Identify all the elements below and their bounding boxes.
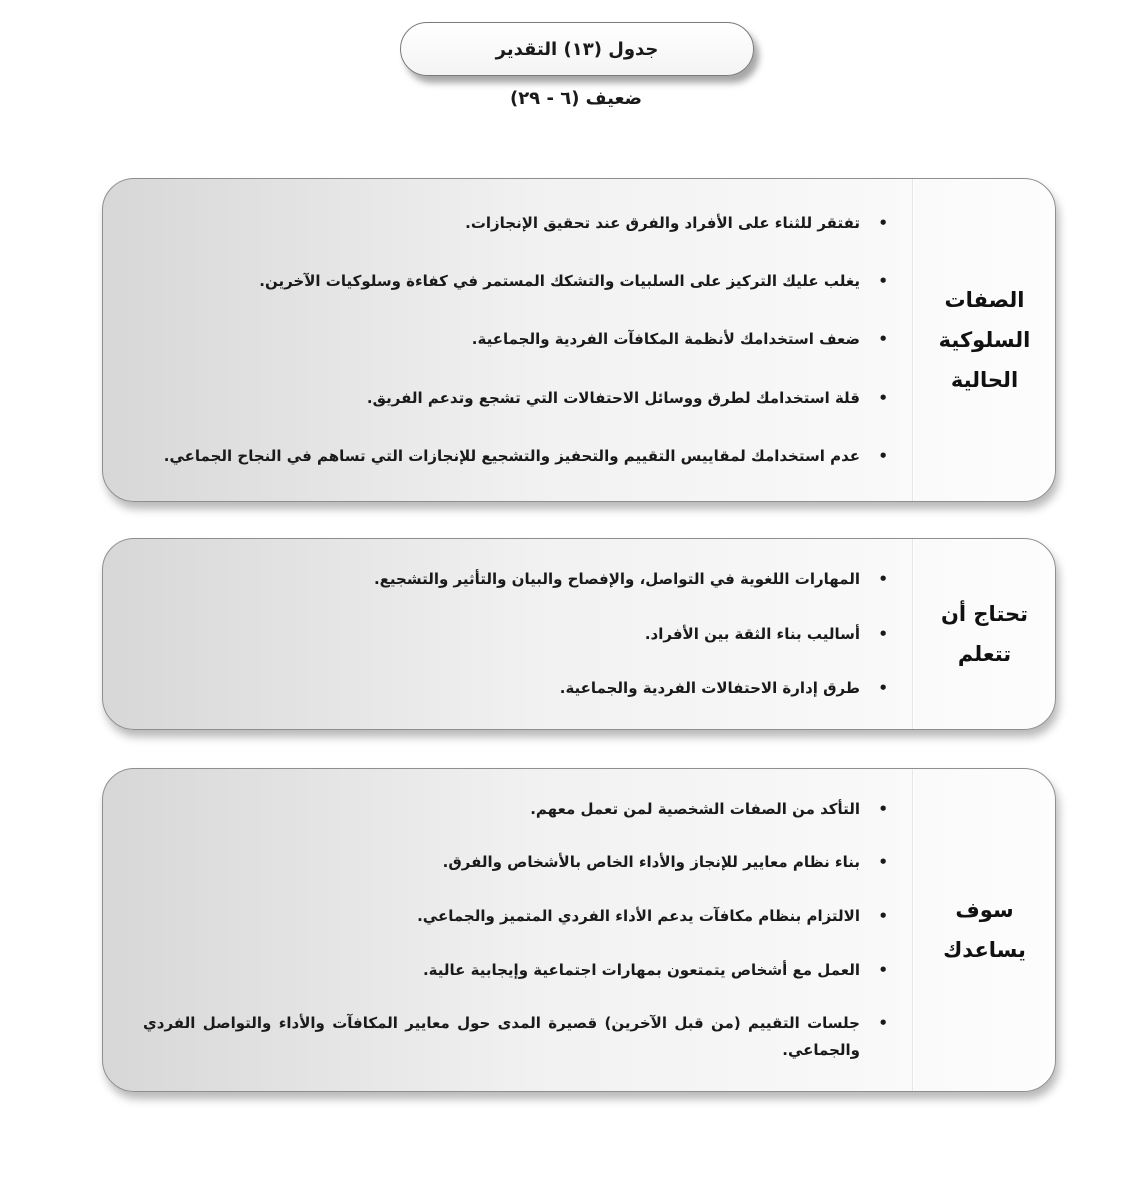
will-help-panel [102,768,1056,1092]
list-item [143,796,912,823]
bullet-icon: • [878,906,888,925]
panel-divider [912,769,914,1091]
list-item [143,957,912,984]
table-title-pill [400,22,754,76]
bullet-icon: • [878,1014,888,1033]
list-item [143,849,912,876]
help-list [103,769,912,1091]
list-item-text: جلسات التقييم (من قبل الآخرين) قصيرة المدى حول معايير المكافآت والأداء والتواصل الفردي والجماعي. [143,1014,860,1060]
bullet-icon: • [878,570,888,589]
panel-divider [912,539,914,729]
panel-divider [912,179,914,501]
label-line: سوف [955,898,1014,922]
label-line: يساعدك [943,938,1026,962]
list-item-text: تفتقر للثناء على الأفراد والفرق عند تحقيق الإنجازات. [465,214,860,233]
bullet-icon: • [878,272,888,291]
list-item [143,268,912,295]
panel-label [914,539,1055,729]
list-item-text: عدم استخدامك لمقاييس التقييم والتحفيز والتشجيع للإنجازات التي تساهم في النجاح الجماعي. [163,446,860,465]
list-item [143,621,912,648]
table-title: جدول (١٣) التقدير [495,38,659,60]
bullet-icon: • [878,678,888,697]
list-item-text: بناء نظام معايير للإنجاز والأداء الخاص بالأشخاص والفرق. [442,853,860,872]
list-item [143,675,912,702]
bullet-icon: • [878,853,888,872]
label-line: السلوكية [938,328,1031,352]
list-item-text: الالتزام بنظام مكافآت يدعم الأداء الفردي المتميز والجماعي. [417,906,860,925]
label-line: الحالية [950,368,1019,392]
learning-list [103,539,912,729]
list-item [143,326,912,353]
bullet-icon: • [878,388,888,407]
list-item [143,210,912,237]
bullet-icon: • [878,624,888,643]
list-item-text: قلة استخدامك لطرق ووسائل الاحتفالات التي تشجع وتدعم الفريق. [366,388,860,407]
panel-label [914,769,1055,1091]
bullet-icon: • [878,330,888,349]
label-line: الصفات [944,288,1025,312]
bullet-icon: • [878,960,888,979]
list-item [143,903,912,930]
panel-label [914,179,1055,501]
current-traits-panel [102,178,1056,502]
list-item-text: المهارات اللغوية في التواصل، والإفصاح والبيان والتأثير والتشجيع. [373,570,860,589]
need-to-learn-panel [102,538,1056,730]
list-item-text: ضعف استخدامك لأنظمة المكافآت الفردية والجماعية. [471,330,860,349]
bullet-icon: • [878,446,888,465]
traits-list [103,179,912,501]
bullet-icon: • [878,799,888,818]
score-range-subtitle: ضعيف (٦ - ٢٩) [509,88,643,109]
list-item [143,443,912,470]
label-line: تحتاج أن [940,602,1029,626]
label-line: تتعلم [957,642,1012,666]
list-item [143,566,912,593]
list-item-text: العمل مع أشخاص يتمتعون بمهارات اجتماعية وإيجابية عالية. [422,960,860,979]
list-item [143,385,912,412]
list-item [143,1010,912,1064]
list-item-text: أساليب بناء الثقة بين الأفراد. [644,624,860,643]
list-item-text: يغلب عليك التركيز على السلبيات والتشكك المستمر في كفاءة وسلوكيات الآخرين. [259,272,860,291]
bullet-icon: • [878,214,888,233]
list-item-text: التأكد من الصفات الشخصية لمن تعمل معهم. [530,799,860,818]
list-item-text: طرق إدارة الاحتفالات الفردية والجماعية. [559,678,860,697]
